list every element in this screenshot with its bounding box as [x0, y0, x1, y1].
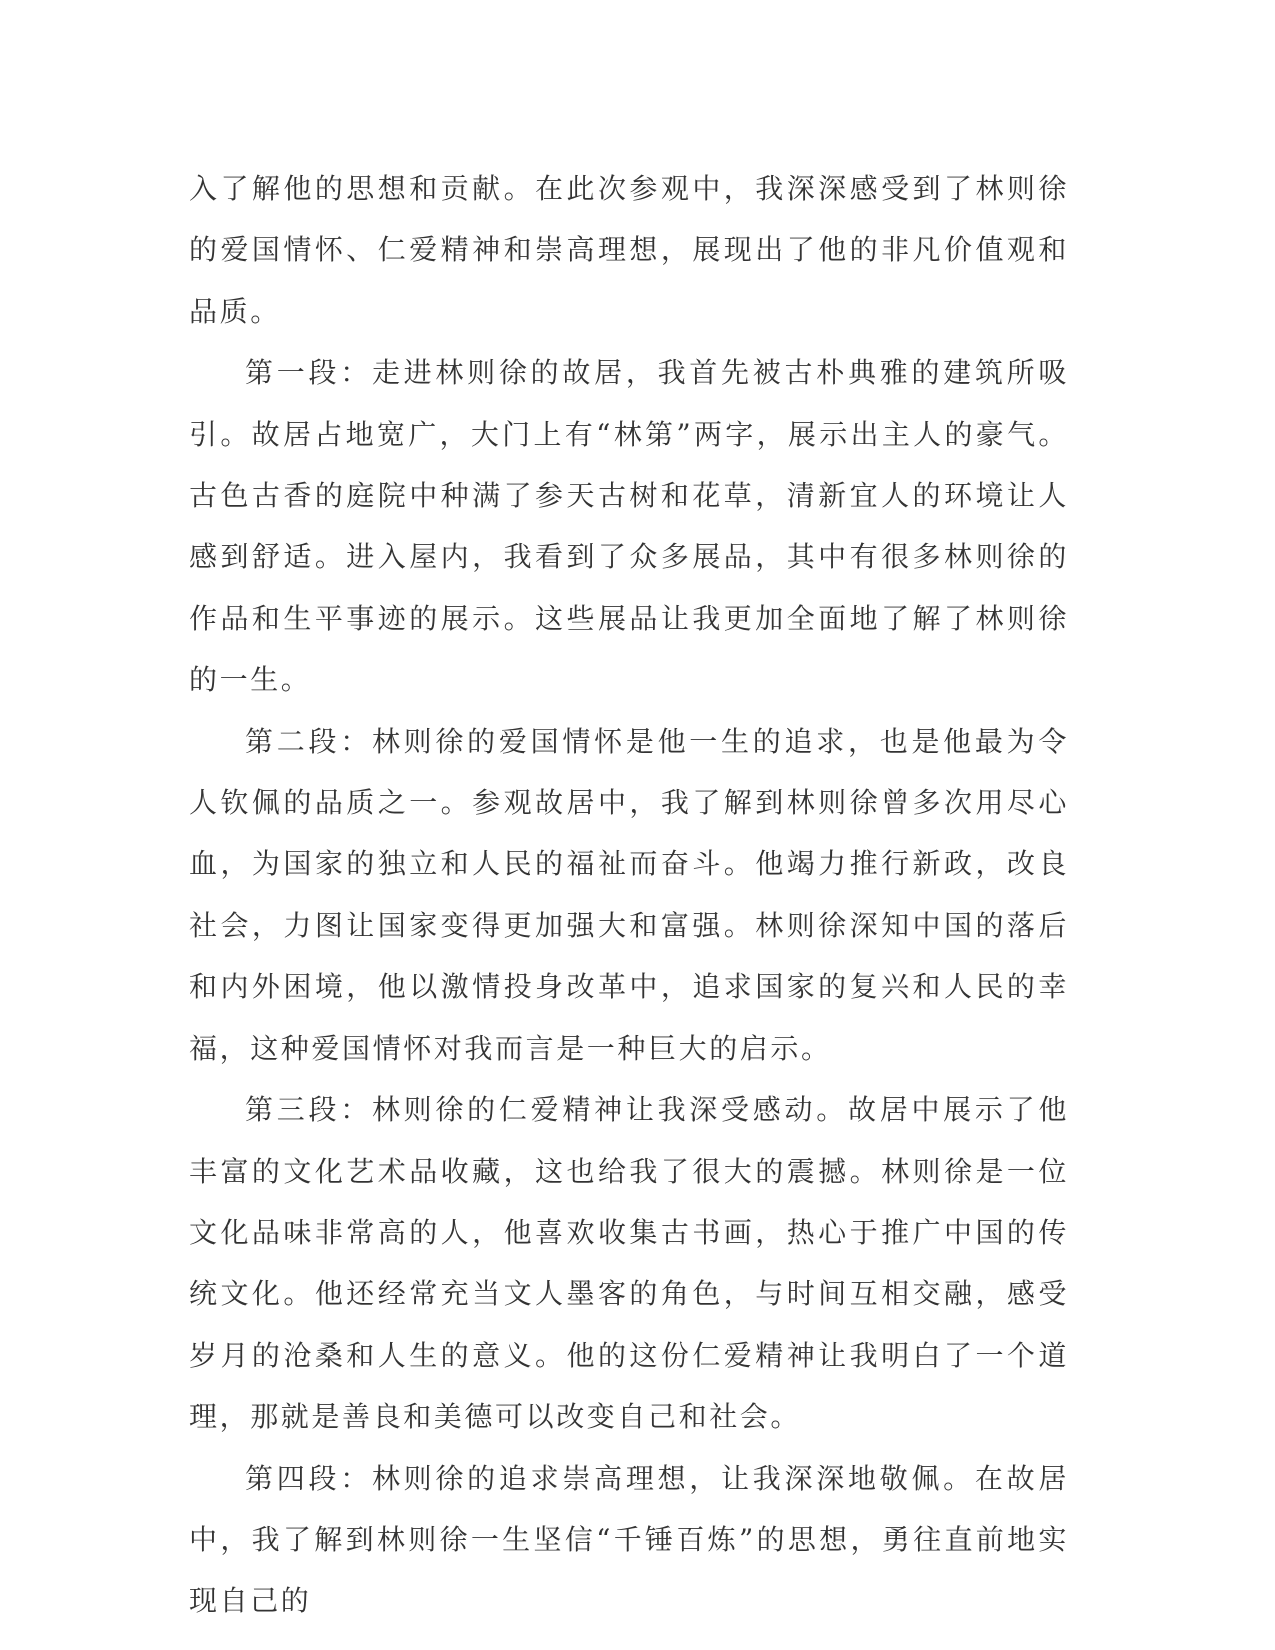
paragraph-section-2: 第二段：林则徐的爱国情怀是他一生的追求，也是他最为令人钦佩的品质之一。参观故居中，我了解到林则徐曾多次用尽心血，为国家的独立和人民的福祉而奋斗。他竭力推行新政，改良社会，力图让国家变得更加强大和富强。林则徐深知中国的落后和内外困境，他以激情投身改革中，追求国家的复兴和人民的幸福，这种爱国情怀对我而言是一种巨大的启示。: [189, 724, 1069, 1065]
paragraph-continued: 入了解他的思想和贡献。在此次参观中，我深深感受到了林则徐的爱国情怀、仁爱精神和崇高理想，展现出了他的非凡价值观和品质。: [189, 172, 1069, 328]
paragraph-section-1: 第一段：走进林则徐的故居，我首先被古朴典雅的建筑所吸引。故居占地宽广，大门上有“林第”两字，展示出主人的豪气。古色古香的庭院中种满了参天古树和花草，清新宜人的环境让人感到舒适。进入屋内，我看到了众多展品，其中有很多林则徐的作品和生平事迹的展示。这些展品让我更加全面地了解了林则徐的一生。: [189, 356, 1069, 697]
paragraph-section-4: 第四段：林则徐的追求崇高理想，让我深深地敬佩。在故居中，我了解到林则徐一生坚信“千锤百炼”的思想，勇往直前地实现自己的: [189, 1461, 1069, 1618]
paragraph-section-3: 第三段：林则徐的仁爱精神让我深受感动。故居中展示了他丰富的文化艺术品收藏，这也给我了很大的震撼。林则徐是一位文化品味非常高的人，他喜欢收集古书画，热心于推广中国的传统文化。他还经常充当文人墨客的角色，与时间互相交融，感受岁月的沧桑和人生的意义。他的这份仁爱精神让我明白了一个道理，那就是善良和美德可以改变自己和社会。: [189, 1093, 1069, 1434]
document-body: [189, 158, 1069, 1632]
